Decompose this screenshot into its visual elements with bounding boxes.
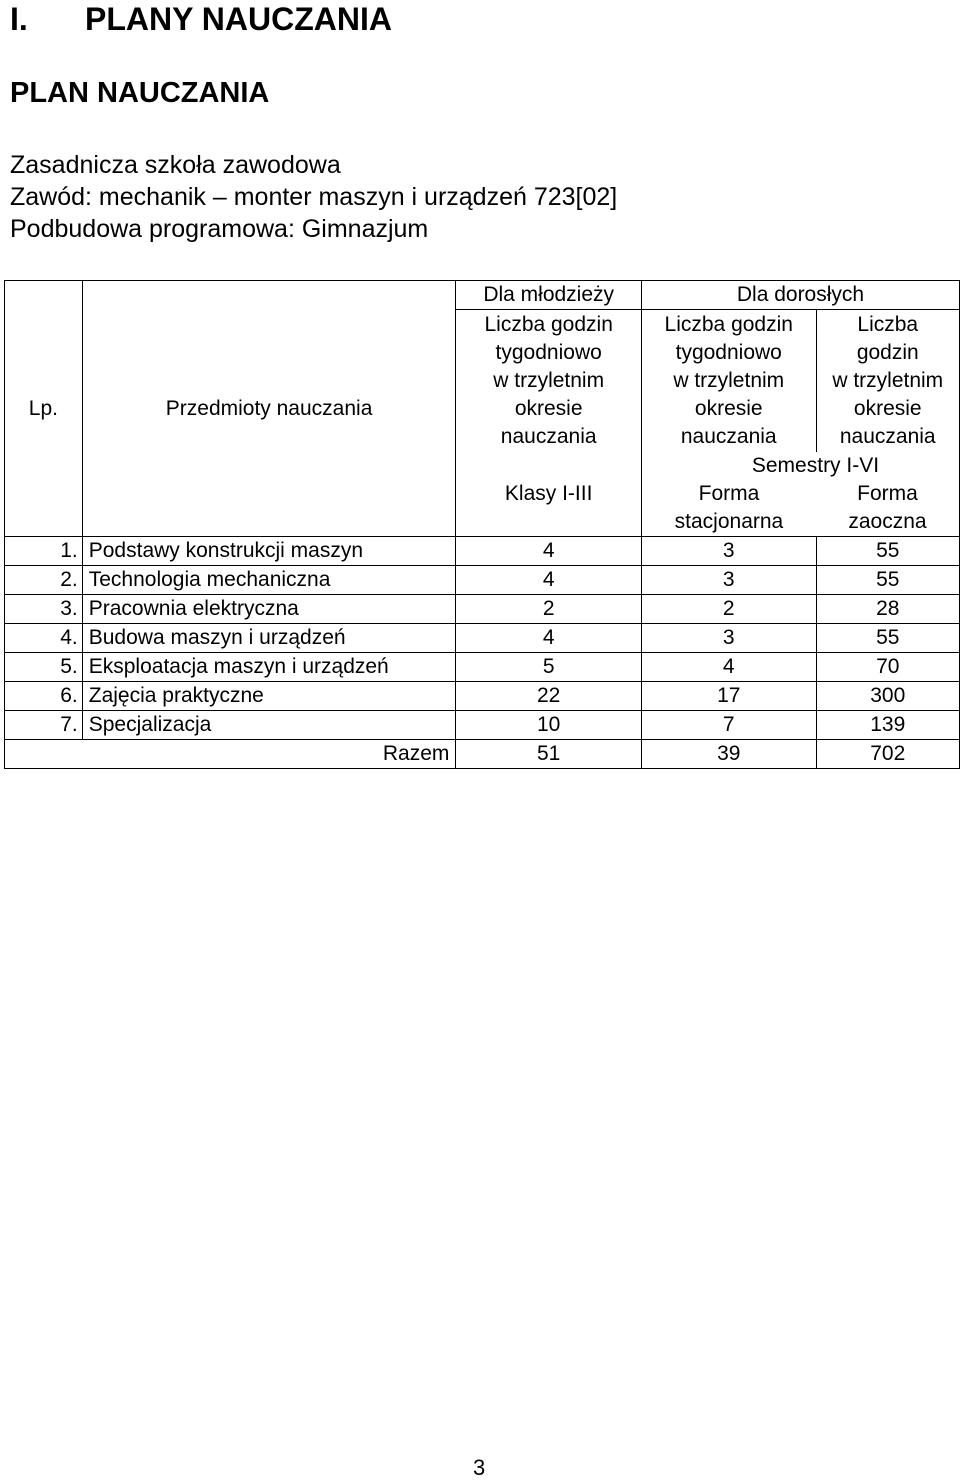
row-adult-ext-hours: 300 [816, 682, 959, 711]
total-label: Razem [5, 740, 456, 769]
row-subject: Budowa maszyn i urządzeń [82, 624, 456, 653]
row-youth-hours: 22 [456, 682, 642, 711]
table-row [5, 566, 960, 595]
row-subject: Podstawy konstrukcji maszyn [82, 537, 456, 566]
header-subjects: Przedmioty nauczania [82, 281, 456, 537]
chapter-title: PLANY NAUCZANIA [85, 1, 392, 37]
program-base-line: Podbudowa programowa: Gimnazjum [10, 215, 429, 243]
header-form-day: Forma stacjonarna [674, 481, 784, 533]
school-type: Zasadnicza szkoła zawodowa [10, 151, 341, 179]
total-youth-hours: 51 [456, 740, 642, 769]
table-row [5, 711, 960, 740]
header-lp: Lp. [5, 281, 83, 537]
table-row [5, 624, 960, 653]
row-adult-day-hours: 7 [641, 711, 816, 740]
row-subject: Specjalizacja [82, 711, 456, 740]
row-adult-day-hours: 4 [641, 653, 816, 682]
row-youth-hours: 10 [456, 711, 642, 740]
row-youth-hours: 2 [456, 595, 642, 624]
row-adult-day-hours: 3 [641, 566, 816, 595]
profession-line: Zawód: mechanik – monter maszyn i urządzeń 723[02] [10, 183, 618, 211]
row-lp: 5. [5, 653, 83, 682]
total-adult-ext-hours: 702 [816, 740, 959, 769]
header-adult-total-hours: Liczba godzin w trzyletnim okresie nauczania [816, 310, 959, 452]
chapter-number: I. [10, 1, 28, 37]
table-row [5, 537, 960, 566]
row-lp: 3. [5, 595, 83, 624]
row-adult-ext-hours: 139 [816, 711, 959, 740]
row-subject: Zajęcia praktyczne [82, 682, 456, 711]
row-subject: Pracownia elektryczna [82, 595, 456, 624]
row-adult-day-hours: 2 [641, 595, 816, 624]
total-adult-day-hours: 39 [641, 740, 816, 769]
row-subject: Technologia mechaniczna [82, 566, 456, 595]
chapter-heading [10, 0, 392, 38]
row-youth-hours: 4 [456, 624, 642, 653]
row-lp: 4. [5, 624, 83, 653]
row-adult-ext-hours: 55 [816, 624, 959, 653]
header-semesters-forms [641, 452, 959, 537]
row-lp: 6. [5, 682, 83, 711]
page-number: 3 [473, 1455, 486, 1480]
row-subject: Eksploatacja maszyn i urządzeń [82, 653, 456, 682]
header-row-groups [5, 281, 960, 310]
curriculum-table [4, 280, 960, 769]
table-row [5, 682, 960, 711]
row-adult-day-hours: 17 [641, 682, 816, 711]
header-adults: Dla dorosłych [641, 281, 959, 310]
row-youth-hours: 4 [456, 566, 642, 595]
header-youth: Dla młodzieży [456, 281, 642, 310]
table-row [5, 595, 960, 624]
row-lp: 7. [5, 711, 83, 740]
row-youth-hours: 5 [456, 653, 642, 682]
header-adult-weekly-hours: Liczba godzin tygodniowo w trzyletnim okresie nauczania [641, 310, 816, 452]
header-classes: Klasy I-III [456, 452, 642, 537]
row-adult-ext-hours: 55 [816, 537, 959, 566]
row-adult-day-hours: 3 [641, 624, 816, 653]
row-adult-ext-hours: 28 [816, 595, 959, 624]
header-youth-hours: Liczba godzin tygodniowo w trzyletnim okresie nauczania [456, 310, 642, 452]
total-row [5, 740, 960, 769]
row-lp: 2. [5, 566, 83, 595]
header-form-extramural: Forma zaoczna [848, 481, 927, 533]
row-lp: 1. [5, 537, 83, 566]
section-heading: PLAN NAUCZANIA [10, 77, 270, 109]
row-adult-ext-hours: 55 [816, 566, 959, 595]
row-youth-hours: 4 [456, 537, 642, 566]
row-adult-day-hours: 3 [641, 537, 816, 566]
header-semesters: Semestry I-VI [751, 453, 880, 477]
table-row [5, 653, 960, 682]
row-adult-ext-hours: 70 [816, 653, 959, 682]
